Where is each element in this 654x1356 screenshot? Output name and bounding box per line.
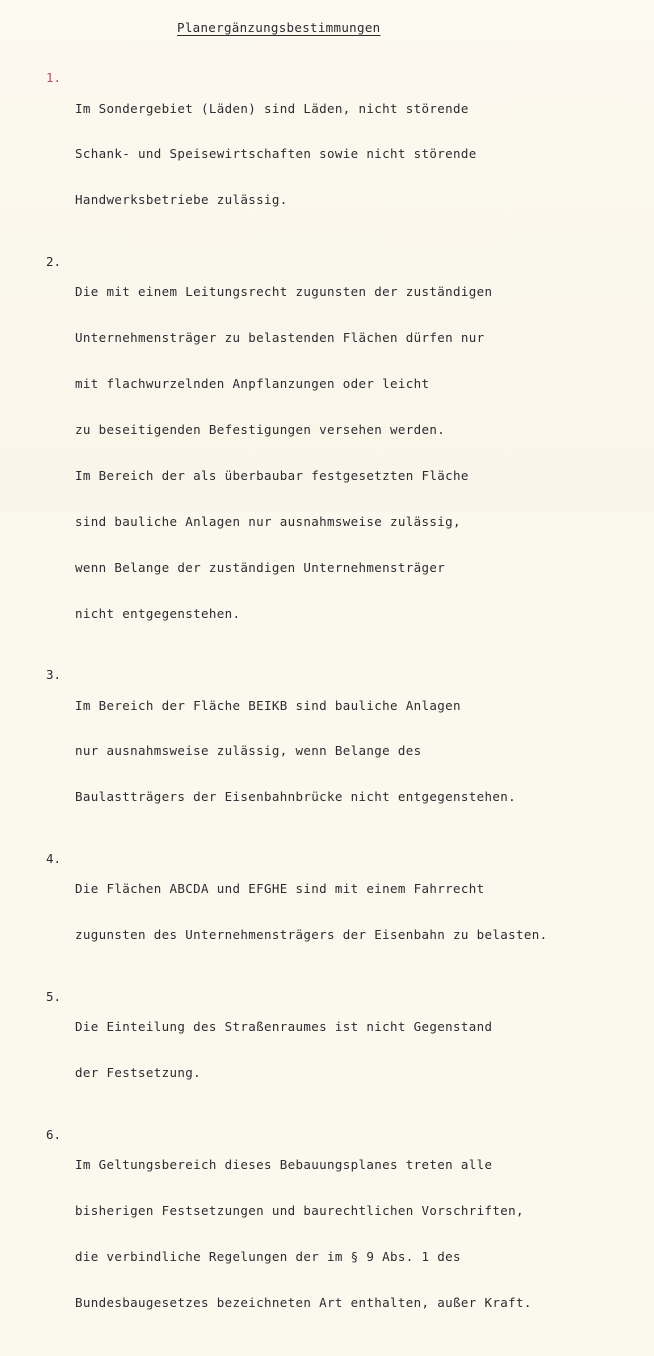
- text-line: wenn Belange der zuständigen Unternehmensträger: [75, 559, 446, 575]
- text-line: Im Bereich der Fläche BEIKB sind bauliche Anlagen: [75, 697, 461, 713]
- text-line: nicht entgegenstehen.: [75, 605, 241, 621]
- provision-text: [75, 989, 492, 1111]
- provision-text: [75, 70, 477, 238]
- provision-item-1: [46, 70, 646, 238]
- text-line: zugunsten des Unternehmensträgers der Eisenbahn zu belasten.: [75, 927, 548, 943]
- provision-item-3: [46, 667, 646, 835]
- text-line: Im Sondergebiet (Läden) sind Läden, nicht störende: [75, 100, 469, 116]
- provision-number: 3.: [46, 666, 62, 682]
- text-line: die verbindliche Regelungen der im § 9 Abs. 1 des: [75, 1248, 461, 1264]
- text-line: Handwerksbetriebe zulässig.: [75, 192, 288, 208]
- provision-text: [75, 1127, 532, 1341]
- text-line: der Festsetzung.: [75, 1065, 202, 1081]
- provision-text: [75, 667, 516, 835]
- text-line: Im Geltungsbereich dieses Bebauungsplanes treten alle: [75, 1157, 493, 1173]
- text-line: Unternehmensträger zu belastenden Flächen dürfen nur: [75, 330, 485, 346]
- text-line: sind bauliche Anlagen nur ausnahmsweise zulässig,: [75, 513, 461, 529]
- text-line: Die Einteilung des Straßenraumes ist nicht Gegenstand: [75, 1019, 493, 1035]
- text-line: Baulastträgers der Eisenbahnbrücke nicht entgegenstehen.: [75, 789, 517, 805]
- text-line: Die Flächen ABCDA und EFGHE sind mit einem Fahrrecht: [75, 881, 485, 897]
- provision-item-2: [46, 254, 646, 652]
- provision-number: 2.: [46, 253, 62, 269]
- provision-text: [75, 851, 548, 973]
- text-line: Im Bereich der als überbaubar festgesetzten Fläche: [75, 467, 469, 483]
- text-line: zu beseitigenden Befestigungen versehen werden.: [75, 422, 446, 438]
- provision-number: 5.: [46, 988, 62, 1004]
- text-line: Schank- und Speisewirtschaften sowie nicht störende: [75, 146, 477, 162]
- provision-item-5: [46, 989, 646, 1111]
- provision-item-6: [46, 1127, 646, 1341]
- provision-item-4: [46, 851, 646, 973]
- text-line: mit flachwurzelnden Anpflanzungen oder leicht: [75, 376, 430, 392]
- page-title: Planergänzungsbestimmungen: [177, 20, 381, 35]
- text-line: Die mit einem Leitungsrecht zugunsten der zuständigen: [75, 284, 493, 300]
- provisions-list: [46, 70, 646, 1356]
- provision-number: 4.: [46, 850, 62, 866]
- provision-number: 6.: [46, 1126, 62, 1142]
- provision-text: [75, 254, 492, 652]
- text-line: bisherigen Festsetzungen und baurechtlichen Vorschriften,: [75, 1202, 524, 1218]
- text-line: nur ausnahmsweise zulässig, wenn Belange des: [75, 743, 422, 759]
- provision-number: 1.: [46, 70, 62, 85]
- text-line: Bundesbaugesetzes bezeichneten Art enthalten, außer Kraft.: [75, 1294, 532, 1310]
